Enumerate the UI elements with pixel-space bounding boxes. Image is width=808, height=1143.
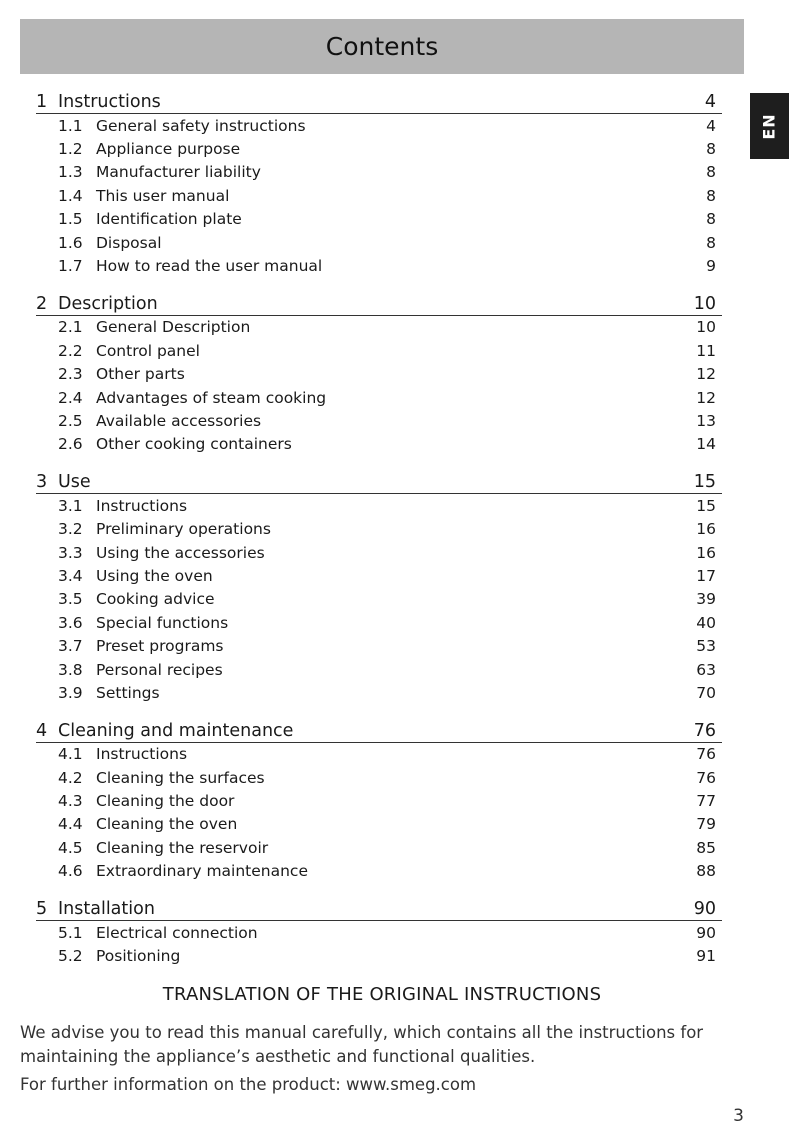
entry-title: Manufacturer liability (96, 163, 261, 182)
toc-entry[interactable] (36, 658, 722, 681)
entry-title: Cleaning the door (96, 792, 235, 811)
toc-entry[interactable] (36, 921, 722, 944)
toc-entry[interactable] (36, 541, 722, 564)
section-title: Installation (58, 898, 155, 919)
entry-title: Disposal (96, 233, 162, 252)
entry-title: Electrical connection (96, 923, 258, 942)
toc-section (36, 86, 722, 278)
section-num: 2 (36, 293, 48, 314)
entry-page: 40 (696, 613, 716, 632)
entry-page: 90 (696, 923, 716, 942)
toc-section-heading[interactable] (36, 86, 722, 114)
section-page: 4 (704, 92, 716, 112)
entry-num: 3.5 (58, 590, 83, 609)
toc-entry[interactable] (36, 611, 722, 634)
entry-title: Instructions (96, 745, 188, 764)
entry-title: This user manual (96, 186, 230, 205)
toc-entry[interactable] (36, 517, 722, 540)
entry-num: 2.5 (58, 411, 83, 430)
section-page: 90 (693, 898, 716, 919)
toc-entry[interactable] (36, 161, 722, 184)
entry-num: 3.3 (58, 543, 83, 562)
entry-num: 3.4 (58, 566, 83, 585)
language-tab (750, 93, 789, 159)
entry-title: General Description (96, 318, 251, 337)
entry-page: 76 (696, 745, 716, 764)
section-num: 5 (36, 898, 48, 919)
section-page: 76 (693, 720, 716, 741)
toc-entry[interactable] (36, 433, 722, 456)
toc-entry[interactable] (36, 813, 722, 836)
entry-page: 12 (696, 388, 716, 407)
entry-page: 77 (696, 792, 716, 811)
entry-title: Identification plate (96, 210, 242, 229)
entry-page: 39 (696, 590, 716, 609)
entry-page: 79 (696, 815, 716, 834)
entry-num: 4.1 (58, 745, 83, 764)
entry-num: 4.6 (58, 862, 83, 881)
entry-num: 5.1 (58, 923, 83, 942)
entry-title: Special functions (96, 613, 229, 632)
toc-section-heading[interactable] (36, 893, 722, 921)
entry-title: Control panel (96, 341, 200, 360)
entry-title: Settings (96, 683, 160, 702)
entry-num: 2.6 (58, 435, 83, 454)
entry-num: 3.2 (58, 520, 83, 539)
contents-header (20, 19, 744, 74)
entry-page: 8 (706, 163, 716, 182)
section-num: 1 (36, 92, 48, 112)
toc-entry[interactable] (36, 789, 722, 812)
entry-title: Advantages of steam cooking (96, 388, 327, 407)
entry-title: How to read the user manual (96, 257, 323, 276)
entry-num: 2.1 (58, 318, 83, 337)
entry-num: 4.2 (58, 768, 83, 787)
toc-section (36, 288, 722, 456)
toc-entry[interactable] (36, 634, 722, 657)
toc-entry[interactable] (36, 208, 722, 231)
section-title: Instructions (58, 92, 161, 112)
entry-page: 53 (696, 637, 716, 656)
language-label: EN (759, 112, 779, 140)
entry-page: 70 (696, 683, 716, 702)
entry-title: Preset programs (96, 637, 224, 656)
entry-page: 8 (706, 186, 716, 205)
entry-num: 1.2 (58, 140, 83, 159)
entry-page: 16 (696, 520, 716, 539)
toc-entry[interactable] (36, 564, 722, 587)
toc-entry[interactable] (36, 860, 722, 883)
section-num: 4 (36, 720, 48, 741)
advice-text: We advise you to read this manual carefully, which contains all the instructions for maintaining the appliance’s aesthetic and functional qualities. (20, 1023, 704, 1066)
entry-page: 4 (706, 116, 716, 135)
toc-entry[interactable] (36, 588, 722, 611)
entry-num: 1.5 (58, 210, 83, 229)
entry-page: 16 (696, 543, 716, 562)
toc-section (36, 466, 722, 705)
entry-title: Cleaning the oven (96, 815, 238, 834)
entry-title: Using the oven (96, 566, 213, 585)
entry-num: 1.6 (58, 233, 83, 252)
toc-section-heading[interactable] (36, 715, 722, 743)
entry-title: Using the accessories (96, 543, 265, 562)
entry-num: 1.4 (58, 186, 83, 205)
entry-num: 3.7 (58, 637, 83, 656)
page-title: Contents (325, 32, 439, 61)
entry-num: 3.6 (58, 613, 83, 632)
toc-entry[interactable] (36, 766, 722, 789)
entry-num: 5.2 (58, 947, 83, 966)
entry-num: 1.3 (58, 163, 83, 182)
entry-title: Preliminary operations (96, 520, 271, 539)
entry-num: 1.1 (58, 116, 83, 135)
entry-num: 4.3 (58, 792, 83, 811)
entry-page: 91 (696, 947, 716, 966)
toc-section (36, 893, 722, 968)
entry-num: 1.7 (58, 257, 83, 276)
toc-entry[interactable] (36, 836, 722, 859)
section-page: 15 (693, 472, 716, 493)
entry-num: 2.2 (58, 341, 83, 360)
entry-num: 4.4 (58, 815, 83, 834)
entry-page: 63 (696, 660, 716, 679)
entry-title: Cleaning the surfaces (96, 768, 265, 787)
entry-page: 88 (696, 862, 716, 881)
table-of-contents (36, 86, 722, 978)
toc-entry[interactable] (36, 363, 722, 386)
entry-page: 14 (696, 435, 716, 454)
entry-title: Available accessories (96, 411, 262, 430)
toc-entry[interactable] (36, 137, 722, 160)
toc-entry[interactable] (36, 254, 722, 277)
entry-title: Other cooking containers (96, 435, 292, 454)
entry-page: 10 (696, 318, 716, 337)
entry-num: 3.8 (58, 660, 83, 679)
section-page: 10 (693, 293, 716, 314)
entry-page: 8 (706, 210, 716, 229)
entry-num: 2.3 (58, 365, 83, 384)
page-number: 3 (733, 1106, 744, 1126)
toc-entry[interactable] (36, 184, 722, 207)
section-title: Description (58, 293, 158, 314)
entry-page: 11 (696, 341, 716, 360)
entry-num: 4.5 (58, 838, 83, 857)
entry-page: 17 (696, 566, 716, 585)
entry-page: 85 (696, 838, 716, 857)
toc-entry[interactable] (36, 231, 722, 254)
entry-num: 3.9 (58, 683, 83, 702)
entry-page: 12 (696, 365, 716, 384)
section-title: Use (58, 472, 91, 493)
toc-entry[interactable] (36, 743, 722, 766)
toc-entry[interactable] (36, 316, 722, 339)
entry-page: 8 (706, 233, 716, 252)
toc-entry[interactable] (36, 114, 722, 137)
entry-page: 8 (706, 140, 716, 159)
toc-entry[interactable] (36, 494, 722, 517)
toc-entry[interactable] (36, 409, 722, 432)
section-num: 3 (36, 472, 48, 493)
section-title: Cleaning and maintenance (58, 720, 294, 741)
entry-num: 3.1 (58, 496, 83, 515)
entry-title: Other parts (96, 365, 185, 384)
entry-page: 15 (696, 496, 716, 515)
entry-title: Positioning (96, 947, 181, 966)
entry-title: Cooking advice (96, 590, 215, 609)
toc-entry[interactable] (36, 339, 722, 362)
toc-section (36, 715, 722, 883)
info-text: For further information on the product: www.smeg.com (20, 1075, 477, 1094)
entry-title: Personal recipes (96, 660, 223, 679)
entry-title: Appliance purpose (96, 140, 241, 159)
entry-page: 76 (696, 768, 716, 787)
translation-note: TRANSLATION OF THE ORIGINAL INSTRUCTIONS (162, 984, 602, 1005)
toc-entry[interactable] (36, 681, 722, 704)
entry-num: 2.4 (58, 388, 83, 407)
toc-section-heading[interactable] (36, 288, 722, 316)
toc-entry[interactable] (36, 386, 722, 409)
entry-title: General safety instructions (96, 116, 306, 135)
entry-title: Extraordinary maintenance (96, 862, 308, 881)
entry-page: 9 (706, 257, 716, 276)
toc-entry[interactable] (36, 944, 722, 967)
toc-section-heading[interactable] (36, 466, 722, 494)
entry-page: 13 (696, 411, 716, 430)
entry-title: Instructions (96, 496, 188, 515)
entry-title: Cleaning the reservoir (96, 838, 269, 857)
